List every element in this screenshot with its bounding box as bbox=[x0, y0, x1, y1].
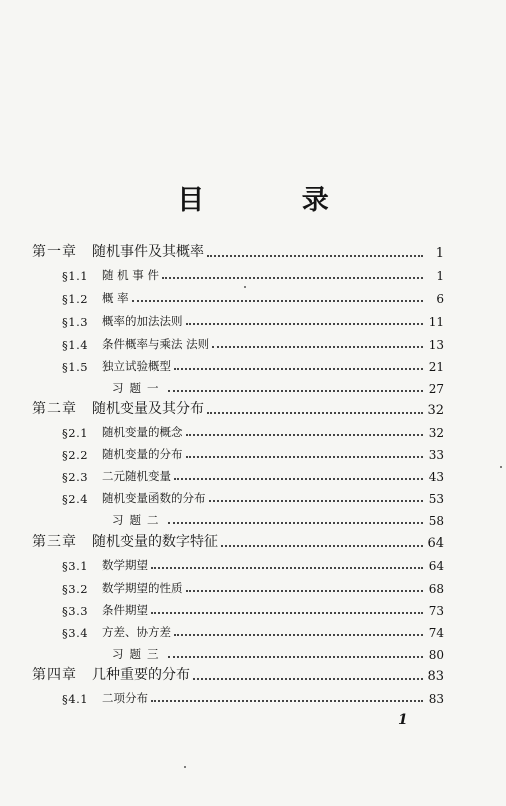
dot-leader bbox=[168, 390, 424, 392]
toc-entry-number: 第一章 bbox=[32, 244, 77, 260]
toc-entry-number: §3.2 bbox=[62, 582, 89, 596]
toc-section-entry bbox=[32, 422, 444, 440]
toc-entry-page: 1 bbox=[436, 269, 444, 283]
toc-entry-label: 随机事件及其概率 bbox=[92, 244, 204, 260]
dot-leader bbox=[186, 323, 424, 325]
toc-section-entry bbox=[32, 466, 444, 484]
toc-entry-label: 数学期望 bbox=[102, 558, 148, 572]
toc-entry-label: 随机变量的分布 bbox=[102, 447, 183, 461]
toc-entry-page: 83 bbox=[427, 669, 444, 684]
toc-entry-number: 第二章 bbox=[32, 401, 77, 417]
toc-section-entry bbox=[32, 578, 444, 596]
toc-entry-label: 数学期望的性质 bbox=[102, 581, 183, 595]
toc-entry-label: 随机变量及其分布 bbox=[92, 401, 204, 417]
toc-entry-number: §3.4 bbox=[62, 626, 89, 640]
dot-leader bbox=[174, 634, 423, 636]
toc-section-entry bbox=[32, 555, 444, 573]
toc-entry-number: §1.1 bbox=[62, 269, 89, 283]
toc-section-entry bbox=[32, 688, 444, 706]
dot-leader bbox=[186, 434, 424, 436]
toc-entry-number: §3.1 bbox=[62, 559, 89, 573]
dot-leader bbox=[132, 300, 423, 302]
toc-entry-label: 独立试验概型 bbox=[102, 359, 171, 373]
toc-entry-number: §1.2 bbox=[62, 292, 89, 306]
dot-leader bbox=[207, 255, 423, 257]
toc-chapter-entry bbox=[32, 400, 444, 418]
dot-leader bbox=[186, 590, 424, 592]
toc-chapter-entry bbox=[32, 243, 444, 261]
toc-entry-label: 几种重要的分布 bbox=[92, 667, 190, 683]
toc-entry-number: 第三章 bbox=[32, 534, 77, 550]
toc-entry-label: 习题一 bbox=[112, 381, 165, 395]
toc-entry-label: 二项分布 bbox=[102, 691, 148, 705]
dot-leader bbox=[151, 700, 423, 702]
toc-entry-number: §2.3 bbox=[62, 470, 89, 484]
toc-entry-label: 二元随机变量 bbox=[102, 469, 171, 483]
toc-section-entry bbox=[32, 311, 444, 329]
toc-entry-page: 32 bbox=[428, 426, 444, 440]
toc-entry-number: §1.3 bbox=[62, 315, 89, 329]
dot-leader bbox=[207, 412, 423, 414]
toc-entry-label: 概率的加法法则 bbox=[102, 314, 183, 328]
toc-section-entry bbox=[32, 288, 444, 306]
dot-leader bbox=[174, 368, 423, 370]
dot-leader bbox=[151, 612, 423, 614]
toc-entry-label: 随机变量的概念 bbox=[102, 425, 183, 439]
dot-leader bbox=[193, 678, 423, 680]
scan-speck bbox=[184, 766, 186, 768]
toc-entry-page: 64 bbox=[427, 536, 444, 551]
dot-leader bbox=[168, 522, 424, 524]
toc-entry-page: 73 bbox=[428, 604, 444, 618]
toc-entry-number: §2.1 bbox=[62, 426, 89, 440]
toc-entry-page: 80 bbox=[428, 648, 444, 662]
dot-leader bbox=[151, 567, 423, 569]
scan-speck bbox=[244, 286, 246, 288]
toc-entry-page: 32 bbox=[427, 403, 444, 418]
toc-entry-page: 58 bbox=[428, 514, 444, 528]
toc-entry-page: 74 bbox=[428, 626, 444, 640]
dot-leader bbox=[209, 500, 424, 502]
dot-leader bbox=[186, 456, 424, 458]
toc-entry-page: 33 bbox=[428, 448, 444, 462]
toc-entry-page: 68 bbox=[428, 582, 444, 596]
toc-exercise-entry bbox=[32, 510, 444, 528]
toc-entry-page: 53 bbox=[428, 492, 444, 506]
toc-entry-number: §2.4 bbox=[62, 492, 89, 506]
toc-entry-number: §4.1 bbox=[62, 692, 89, 706]
toc-entry-label: 条件概率与乘法 法则 bbox=[102, 337, 210, 351]
toc-entry-number: §3.3 bbox=[62, 604, 89, 618]
toc-entry-label: 概 率 bbox=[102, 291, 129, 305]
toc-entry-page: 21 bbox=[428, 360, 444, 374]
page-number: 1 bbox=[398, 712, 408, 728]
toc-section-entry bbox=[32, 444, 444, 462]
toc-entry-page: 11 bbox=[428, 315, 444, 329]
dot-leader bbox=[162, 277, 423, 279]
dot-leader bbox=[168, 656, 424, 658]
toc-section-entry bbox=[32, 488, 444, 506]
toc-entry-page: 1 bbox=[435, 246, 444, 261]
toc-entry-page: 6 bbox=[436, 292, 444, 306]
dot-leader bbox=[174, 478, 423, 480]
toc-entry-page: 43 bbox=[428, 470, 444, 484]
toc-section-entry bbox=[32, 622, 444, 640]
toc-section-entry bbox=[32, 356, 444, 374]
toc-entry-page: 27 bbox=[428, 382, 444, 396]
page-title: 目 录 bbox=[177, 185, 373, 216]
toc-entry-page: 83 bbox=[428, 692, 444, 706]
dot-leader bbox=[212, 346, 423, 348]
toc-entry-label: 随 机 事 件 bbox=[102, 268, 159, 282]
toc-entry-number: §1.5 bbox=[62, 360, 89, 374]
toc-chapter-entry bbox=[32, 533, 444, 551]
toc-section-entry bbox=[32, 265, 444, 283]
toc-exercise-entry bbox=[32, 378, 444, 396]
toc-entry-page: 13 bbox=[428, 338, 444, 352]
toc-entry-label: 方差、协方差 bbox=[102, 625, 171, 639]
toc-entry-label: 习题三 bbox=[112, 647, 165, 661]
toc-entry-label: 条件期望 bbox=[102, 603, 148, 617]
toc-entry-number: 第四章 bbox=[32, 667, 77, 683]
toc-exercise-entry bbox=[32, 644, 444, 662]
toc-entry-label: 随机变量的数字特征 bbox=[92, 534, 218, 550]
toc-entry-page: 64 bbox=[428, 559, 444, 573]
toc-chapter-entry bbox=[32, 666, 444, 684]
toc-section-entry bbox=[32, 600, 444, 618]
toc-entry-number: §2.2 bbox=[62, 448, 89, 462]
scan-speck bbox=[500, 466, 502, 468]
toc-section-entry bbox=[32, 334, 444, 352]
toc-entry-label: 习题二 bbox=[112, 513, 165, 527]
dot-leader bbox=[221, 545, 423, 547]
toc-entry-label: 随机变量函数的分布 bbox=[102, 491, 206, 505]
toc-entry-number: §1.4 bbox=[62, 338, 89, 352]
